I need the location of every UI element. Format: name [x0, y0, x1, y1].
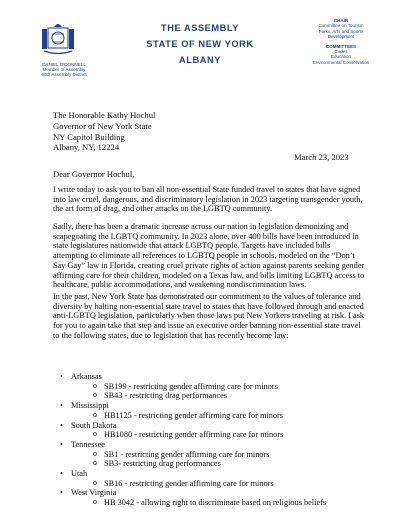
- bill-list: [71, 411, 380, 421]
- bill-list: [71, 450, 380, 469]
- bill-text: HB1080 - restricting gender affirming care for minors: [104, 430, 284, 440]
- state-name: Mississippi: [71, 401, 109, 411]
- address-line: NY Capitol Building: [53, 131, 125, 142]
- state-item: [60, 421, 380, 440]
- committee-line: Education: [330, 54, 351, 60]
- bill-item: [71, 382, 380, 392]
- bullet-circle-icon: o: [93, 460, 97, 468]
- bill-text: HB1125 - restricting gender affirming care for minors: [104, 410, 284, 420]
- body-paragraph: I write today to ask you to ban all non-essential State funded travel to states that have signed into law cruel, dangerous, and discriminatory legislation in 2023 targeting transgender youth, the art form of drag, and other attacks on the LGBTQ community.: [53, 185, 363, 214]
- bill-item: [71, 479, 380, 489]
- bill-text: SB3- restricting drag performances: [104, 459, 221, 469]
- bill-text: SB16 - restricting gender affirming care for minors: [104, 478, 274, 488]
- assembly-line: STATE OF NEW YORK: [146, 39, 254, 49]
- bill-list: [71, 498, 380, 508]
- bullet-circle-icon: o: [93, 392, 97, 400]
- states-list: [60, 372, 380, 508]
- bill-item: [71, 498, 380, 508]
- state-item: [60, 440, 380, 469]
- assembly-line: THE ASSEMBLY: [161, 23, 239, 33]
- bullet-circle-icon: o: [93, 382, 97, 390]
- state-item: [60, 488, 380, 507]
- address-line: The Honorable Kathy Hochul: [53, 110, 156, 120]
- committees-block: [300, 18, 382, 65]
- new-york-state-seal-icon: [40, 20, 76, 58]
- state-item: [60, 372, 380, 401]
- committee-line: Codes: [334, 49, 348, 55]
- state-item: [60, 469, 380, 488]
- member-title: Member of Assembly: [42, 67, 86, 73]
- chair-line: Parks, Arts and Sports: [318, 28, 364, 34]
- state-name: Utah: [71, 469, 88, 479]
- bullet-circle-icon: o: [93, 479, 97, 487]
- chair-heading: CHAIR: [333, 18, 349, 23]
- bill-text: SB43 - restricting drag performances: [104, 391, 228, 401]
- committee-line: Environmental Conservation: [312, 59, 370, 65]
- member-district: 69th Assembly District: [41, 72, 87, 78]
- assembly-line: ALBANY: [179, 55, 221, 65]
- chair-line: Development: [327, 34, 355, 40]
- bill-item: [71, 430, 380, 440]
- letter-date: March 23, 2023: [294, 152, 349, 162]
- bullet-circle-icon: o: [93, 450, 97, 458]
- body-paragraph: Sadly, there has been a dramatic increase across our nation in legislation demonizing and scapegoating the LGBTQ community. In 2023 alone, over 400 bills have been introduced in state legislatures nationwide that attack LGBTQ people. Targets have included bills attempting to eliminate all references to LGBTQ people in schools, modeled on the “Don’t Say Gay” law in Florida, creating cruel private rights of action against parents seeking gender affirming care for their children, modeled on a Texas law, and bills limiting LGBTQ access to healthcare, public accommodations, and weakening nondiscrimination laws.: [53, 222, 365, 290]
- bill-text: SB199 - restricting gender affirming care for minors: [104, 381, 278, 391]
- bill-list: [71, 479, 380, 489]
- letterhead: [0, 0, 400, 82]
- bill-item: [71, 391, 380, 401]
- bill-item: [71, 450, 380, 460]
- bill-text: SB1 - restricting gender affirming care for minors: [104, 449, 270, 459]
- salutation: Dear Governor Hochul,: [53, 169, 135, 179]
- assembly-title: [120, 20, 280, 68]
- bill-text: HB 3042 - allowing right to discriminate based on religious beliefs: [104, 498, 327, 508]
- bullet-circle-icon: o: [93, 411, 97, 419]
- body-paragraph: In the past, New York State has demonstrated our commitment to the values of tolerance and diversity by halting non-essential state travel to states that have followed through and enacted anti-LGBTQ legislation, particularly when those laws put New Yorkers traveling at risk. I ask for you to again take that step and issue an executive order banning non-essential state travel to the following states, due to legislation that has recently become law:: [53, 292, 365, 340]
- member-name: DANIEL O'DONNELL: [42, 62, 86, 67]
- member-info: [24, 62, 104, 78]
- committees-heading: COMMITTEES: [326, 43, 356, 49]
- address-line: Albany, NY, 12224: [53, 142, 120, 153]
- chair-line: Committee on Tourism: [318, 23, 364, 29]
- bill-list: [71, 382, 380, 401]
- recipient-address: [53, 110, 155, 153]
- state-name: Tennessee: [71, 439, 105, 449]
- bill-item: [71, 459, 380, 469]
- bill-list: [71, 430, 380, 440]
- bullet-circle-icon: o: [93, 431, 97, 439]
- bullet-circle-icon: o: [93, 499, 97, 507]
- state-item: [60, 401, 380, 420]
- state-name: Arkansas: [71, 372, 102, 381]
- bill-item: [71, 411, 380, 421]
- address-line: Governor of New York State: [53, 120, 152, 131]
- state-name: South Dakota: [71, 420, 117, 430]
- state-name: West Virginia: [71, 488, 117, 498]
